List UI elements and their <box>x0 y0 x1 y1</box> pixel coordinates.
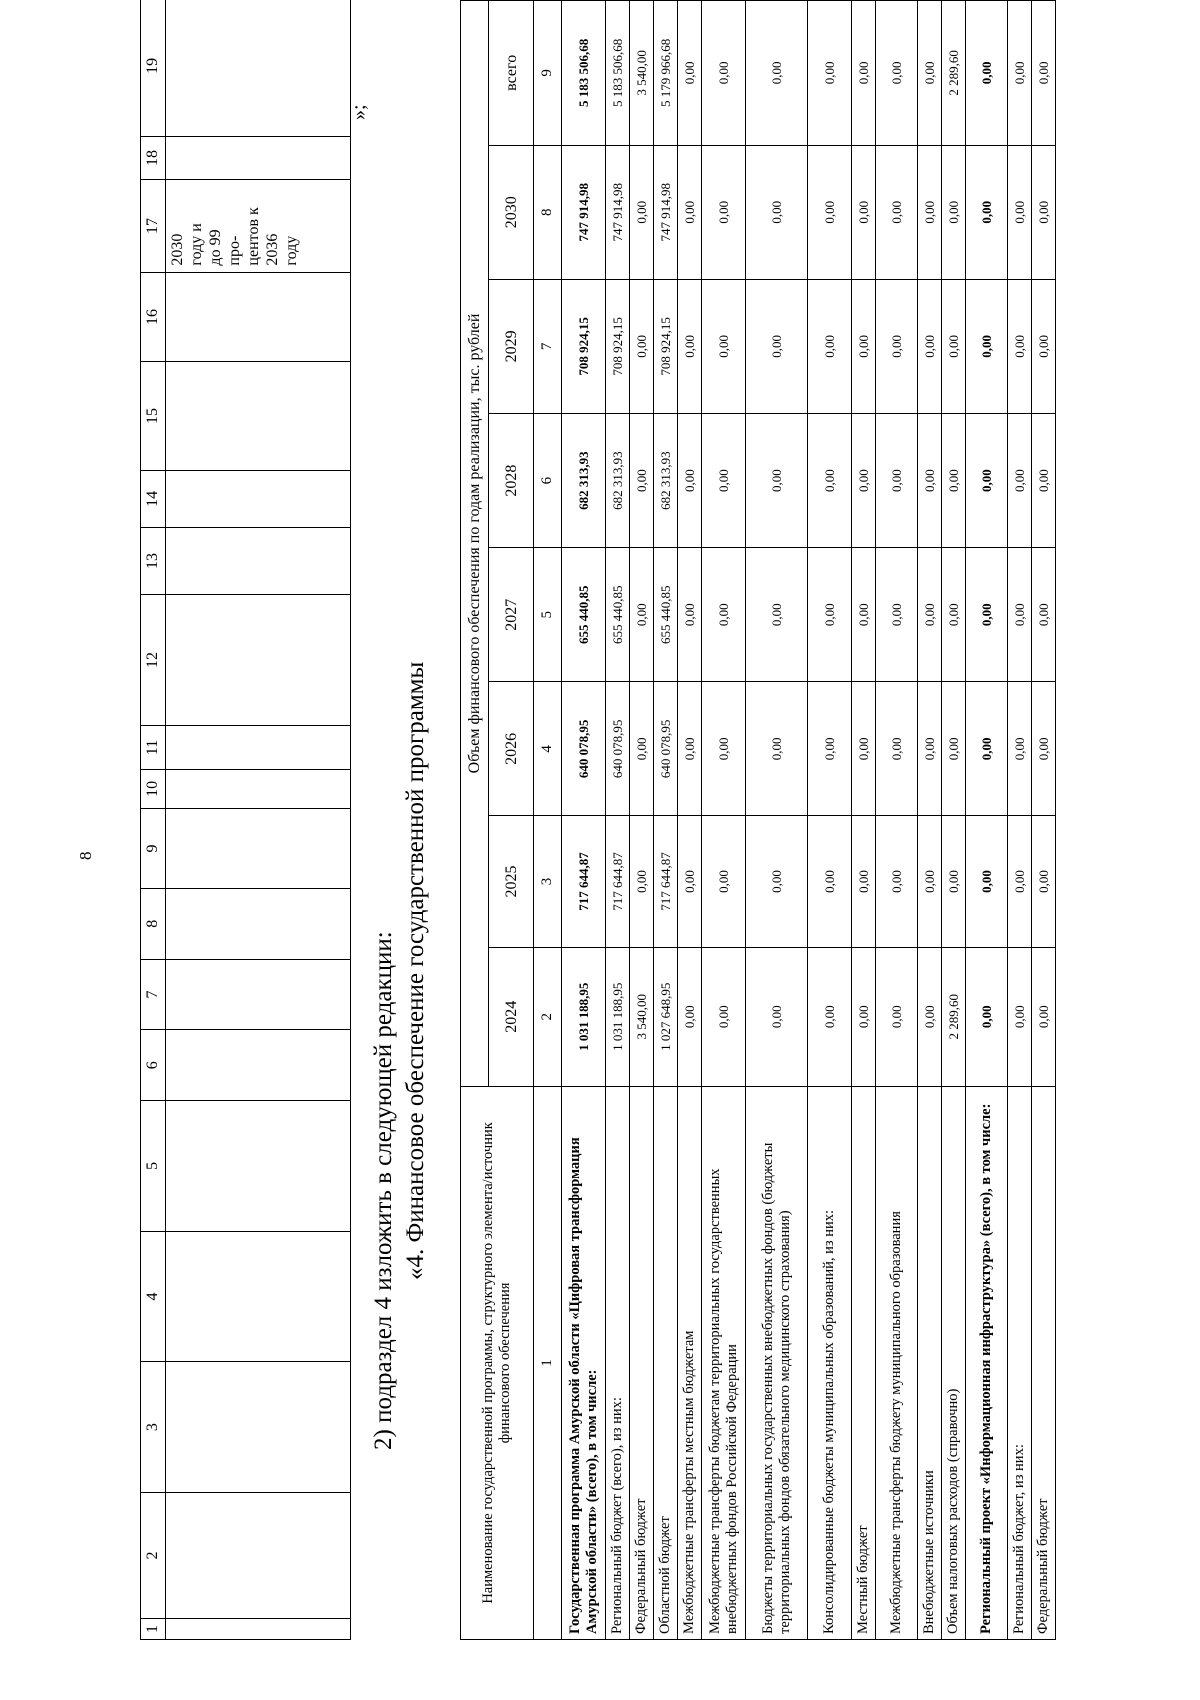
value-cell: 0,00 <box>942 682 966 816</box>
value-cell: 0,00 <box>630 413 654 547</box>
value-cell: 0,00 <box>942 413 966 547</box>
value-cell: 0,00 <box>678 816 702 947</box>
value-cell: 0,00 <box>630 816 654 947</box>
value-cell: 0,00 <box>876 145 918 279</box>
value-cell: 0,00 <box>1008 816 1032 947</box>
value-cell: 0,00 <box>876 1 918 146</box>
col-number: 7 <box>141 959 166 1030</box>
value-cell: 0,00 <box>808 682 852 816</box>
table-cell <box>166 0 351 136</box>
col-number: 6 <box>141 1030 166 1101</box>
value-cell: 0,00 <box>942 816 966 947</box>
continuation-body-row <box>166 0 351 1640</box>
table-cell <box>166 272 351 362</box>
row-name: Межбюджетные трансферты бюджету муниципального образования <box>876 1086 918 1639</box>
col-number: 15 <box>141 362 166 470</box>
table-cell <box>166 1231 351 1362</box>
column-number-row <box>534 1 562 1640</box>
row-name: Межбюджетные трансферты местным бюджетам <box>678 1086 702 1639</box>
value-cell: 655 440,85 <box>654 548 678 682</box>
value-cell: 0,00 <box>966 682 1008 816</box>
col-number: 3 <box>534 816 562 947</box>
value-cell: 0,00 <box>808 145 852 279</box>
value-cell: 0,00 <box>852 1 876 146</box>
value-cell: 0,00 <box>678 548 702 682</box>
value-cell: 640 078,95 <box>562 682 606 816</box>
value-cell: 0,00 <box>966 1 1008 146</box>
table-row <box>1008 1 1032 1640</box>
financing-header-row <box>461 1 489 1640</box>
table-row <box>562 1 606 1640</box>
col-number: 12 <box>141 594 166 725</box>
table-cell <box>166 726 351 770</box>
col-number: 4 <box>534 682 562 816</box>
value-cell: 0,00 <box>852 413 876 547</box>
value-cell: 655 440,85 <box>562 548 606 682</box>
value-cell: 0,00 <box>1008 947 1032 1086</box>
value-cell: 0,00 <box>876 279 918 413</box>
col-number: 8 <box>141 888 166 959</box>
value-cell: 0,00 <box>1008 1 1032 146</box>
value-cell: 0,00 <box>876 682 918 816</box>
value-cell: 0,00 <box>852 145 876 279</box>
table-cell <box>166 136 351 180</box>
table-row <box>942 1 966 1640</box>
value-cell: 0,00 <box>746 279 808 413</box>
table-cell <box>166 470 351 528</box>
value-cell: 0,00 <box>942 145 966 279</box>
year-header: 2027 <box>489 548 534 682</box>
value-cell: 0,00 <box>942 279 966 413</box>
value-cell: 0,00 <box>876 548 918 682</box>
value-cell: 717 644,87 <box>654 816 678 947</box>
row-name: Федеральный бюджет <box>630 1086 654 1639</box>
col-number: 2 <box>141 1492 166 1618</box>
value-cell: 0,00 <box>966 145 1008 279</box>
section-title: «4. Финансовое обеспечение государственной программы <box>402 661 429 1280</box>
col-number: 18 <box>141 136 166 180</box>
value-cell: 0,00 <box>942 548 966 682</box>
year-header: 2030 <box>489 145 534 279</box>
value-cell: 0,00 <box>1032 682 1056 816</box>
value-cell: 747 914,98 <box>562 145 606 279</box>
table-row <box>852 1 876 1640</box>
year-header: 2026 <box>489 682 534 816</box>
col-number: 10 <box>141 769 166 808</box>
continuation-header-row <box>141 0 166 1640</box>
table-row <box>808 1 852 1640</box>
value-cell: 0,00 <box>1008 413 1032 547</box>
value-cell: 747 914,98 <box>654 145 678 279</box>
value-cell: 0,00 <box>1032 548 1056 682</box>
value-cell: 0,00 <box>678 279 702 413</box>
value-cell: 0,00 <box>852 816 876 947</box>
value-cell: 0,00 <box>1032 279 1056 413</box>
table-row <box>630 1 654 1640</box>
row-name: Местный бюджет <box>852 1086 876 1639</box>
value-cell: 655 440,85 <box>606 548 630 682</box>
value-cell: 0,00 <box>702 548 746 682</box>
table-cell <box>166 1492 351 1618</box>
value-cell: 0,00 <box>702 145 746 279</box>
value-cell: 0,00 <box>678 682 702 816</box>
financing-table <box>460 0 1056 1640</box>
value-cell: 0,00 <box>1008 682 1032 816</box>
value-cell: 0,00 <box>808 816 852 947</box>
value-cell: 0,00 <box>808 947 852 1086</box>
col-number: 16 <box>141 272 166 362</box>
name-column-header: Наименование государственной программы, структурного элемента/источник финансового обеспечения <box>461 1086 534 1639</box>
table-row <box>876 1 918 1640</box>
row-name: Государственная программа Амурской области «Цифровая трансформация Амурской области» (всего), в том числе: <box>562 1086 606 1639</box>
row-name: Региональный бюджет, из них: <box>1008 1086 1032 1639</box>
value-cell: 717 644,87 <box>562 816 606 947</box>
row-name: Объем налоговых расходов (справочно) <box>942 1086 966 1639</box>
value-cell: 0,00 <box>852 682 876 816</box>
table-cell <box>166 1030 351 1101</box>
value-cell: 708 924,15 <box>562 279 606 413</box>
value-cell: 747 914,98 <box>606 145 630 279</box>
col-number: 4 <box>141 1231 166 1362</box>
year-header: 2025 <box>489 816 534 947</box>
value-cell: 0,00 <box>746 548 808 682</box>
row-name: Областной бюджет <box>654 1086 678 1639</box>
value-cell: 0,00 <box>702 816 746 947</box>
value-cell: 717 644,87 <box>606 816 630 947</box>
value-cell: 0,00 <box>966 279 1008 413</box>
table-row <box>966 1 1008 1640</box>
value-cell: 708 924,15 <box>654 279 678 413</box>
value-cell: 0,00 <box>1008 548 1032 682</box>
table-cell <box>166 1619 351 1640</box>
row-name: Межбюджетные трансферты бюджетам территориальных государственных внебюджетных фондов Российской Федерации <box>702 1086 746 1639</box>
table-cell <box>166 528 351 595</box>
value-cell: 0,00 <box>630 145 654 279</box>
year-header: 2028 <box>489 413 534 547</box>
table-cell <box>166 180 351 272</box>
col-number: 14 <box>141 470 166 528</box>
row-name: Региональный проект «Информационная инфраструктура» (всего), в том числе: <box>966 1086 1008 1639</box>
table-row <box>918 1 942 1640</box>
table-cell <box>166 808 351 888</box>
value-cell: 0,00 <box>630 682 654 816</box>
value-cell: 0,00 <box>1032 947 1056 1086</box>
col-number: 2 <box>534 947 562 1086</box>
value-cell: 0,00 <box>1032 816 1056 947</box>
value-cell: 0,00 <box>918 548 942 682</box>
table-row <box>678 1 702 1640</box>
row-name: Внебюджетные источники <box>918 1086 942 1639</box>
value-cell: 0,00 <box>966 413 1008 547</box>
value-cell: 0,00 <box>746 682 808 816</box>
total-header: всего <box>489 1 534 146</box>
value-cell: 0,00 <box>1008 145 1032 279</box>
value-cell: 0,00 <box>702 947 746 1086</box>
value-cell: 0,00 <box>918 1 942 146</box>
value-cell: 0,00 <box>678 947 702 1086</box>
value-cell: 0,00 <box>702 279 746 413</box>
table-row <box>746 1 808 1640</box>
value-cell: 0,00 <box>630 279 654 413</box>
value-cell: 0,00 <box>876 413 918 547</box>
value-cell: 3 540,00 <box>630 947 654 1086</box>
table-cell <box>166 959 351 1030</box>
col-number: 1 <box>534 1086 562 1639</box>
value-cell: 640 078,95 <box>606 682 630 816</box>
year-header: 2029 <box>489 279 534 413</box>
continuation-table <box>140 0 351 1640</box>
value-cell: 0,00 <box>808 279 852 413</box>
amendment-instruction: 2) подраздел 4 изложить в следующей редакции: <box>370 931 397 1450</box>
value-cell: 0,00 <box>1032 1 1056 146</box>
value-cell: 682 313,93 <box>606 413 630 547</box>
value-cell: 0,00 <box>746 145 808 279</box>
col-number: 8 <box>534 145 562 279</box>
value-cell: 0,00 <box>966 548 1008 682</box>
target-note: 2030 году и до 99 про- центов к 2036 году <box>169 207 300 266</box>
value-cell: 0,00 <box>702 1 746 146</box>
value-cell: 0,00 <box>746 1 808 146</box>
value-cell: 5 183 506,68 <box>562 1 606 146</box>
value-cell: 708 924,15 <box>606 279 630 413</box>
col-number: 7 <box>534 279 562 413</box>
value-cell: 0,00 <box>808 413 852 547</box>
col-number: 13 <box>141 528 166 595</box>
value-cell: 682 313,93 <box>654 413 678 547</box>
col-number: 5 <box>534 548 562 682</box>
col-number: 17 <box>141 180 166 272</box>
value-cell: 682 313,93 <box>562 413 606 547</box>
table-row <box>702 1 746 1640</box>
col-number: 9 <box>534 1 562 146</box>
page-number: 8 <box>76 851 95 860</box>
col-number: 1 <box>141 1619 166 1640</box>
col-number: 3 <box>141 1362 166 1493</box>
table-cell <box>166 362 351 470</box>
value-cell: 3 540,00 <box>630 1 654 146</box>
value-cell: 0,00 <box>678 413 702 547</box>
col-number: 6 <box>534 413 562 547</box>
col-number: 5 <box>141 1101 166 1232</box>
value-cell: 0,00 <box>630 548 654 682</box>
value-cell: 0,00 <box>678 1 702 146</box>
value-cell: 0,00 <box>852 279 876 413</box>
value-cell: 0,00 <box>702 413 746 547</box>
table-cell <box>166 888 351 959</box>
table-row <box>606 1 630 1640</box>
value-cell: 0,00 <box>918 145 942 279</box>
value-cell: 0,00 <box>1032 413 1056 547</box>
value-cell: 0,00 <box>966 816 1008 947</box>
table-row <box>654 1 678 1640</box>
value-cell: 1 027 648,95 <box>654 947 678 1086</box>
value-cell: 0,00 <box>918 816 942 947</box>
value-cell: 0,00 <box>808 1 852 146</box>
value-cell: 0,00 <box>918 682 942 816</box>
value-cell: 0,00 <box>966 947 1008 1086</box>
value-cell: 0,00 <box>918 947 942 1086</box>
value-cell: 0,00 <box>852 947 876 1086</box>
value-cell: 0,00 <box>876 816 918 947</box>
value-cell: 1 031 188,95 <box>606 947 630 1086</box>
row-name: Консолидированные бюджеты муниципальных образований, из них: <box>808 1086 852 1639</box>
row-name: Федеральный бюджет <box>1032 1086 1056 1639</box>
value-cell: 0,00 <box>808 548 852 682</box>
row-name: Региональный бюджет (всего), из них: <box>606 1086 630 1639</box>
table-cell <box>166 1101 351 1232</box>
value-cell: 1 031 188,95 <box>562 947 606 1086</box>
closing-quote-mark: »; <box>348 104 370 120</box>
value-cell: 0,00 <box>678 145 702 279</box>
col-number: 19 <box>141 0 166 136</box>
value-cell: 2 289,60 <box>942 947 966 1086</box>
value-cell: 0,00 <box>852 548 876 682</box>
value-cell: 0,00 <box>918 413 942 547</box>
value-cell: 5 179 966,68 <box>654 1 678 146</box>
col-number: 9 <box>141 808 166 888</box>
value-cell: 0,00 <box>746 947 808 1086</box>
value-cell: 5 183 506,68 <box>606 1 630 146</box>
value-cell: 0,00 <box>702 682 746 816</box>
value-cell: 0,00 <box>1008 279 1032 413</box>
col-number: 11 <box>141 726 166 770</box>
table-cell <box>166 769 351 808</box>
value-cell: 0,00 <box>746 413 808 547</box>
value-cell: 2 289,60 <box>942 1 966 146</box>
table-cell <box>166 594 351 725</box>
value-cell: 0,00 <box>1032 145 1056 279</box>
table-row <box>1032 1 1056 1640</box>
value-cell: 0,00 <box>876 947 918 1086</box>
volume-header: Объем финансового обеспечения по годам реализации, тыс. рублей <box>461 1 489 1087</box>
row-name: Бюджеты территориальных государственных внебюджетных фондов (бюджеты территориальных фондов обязательного медицинского страхования) <box>746 1086 808 1639</box>
value-cell: 0,00 <box>918 279 942 413</box>
value-cell: 0,00 <box>746 816 808 947</box>
value-cell: 640 078,95 <box>654 682 678 816</box>
table-cell <box>166 1362 351 1493</box>
year-header: 2024 <box>489 947 534 1086</box>
